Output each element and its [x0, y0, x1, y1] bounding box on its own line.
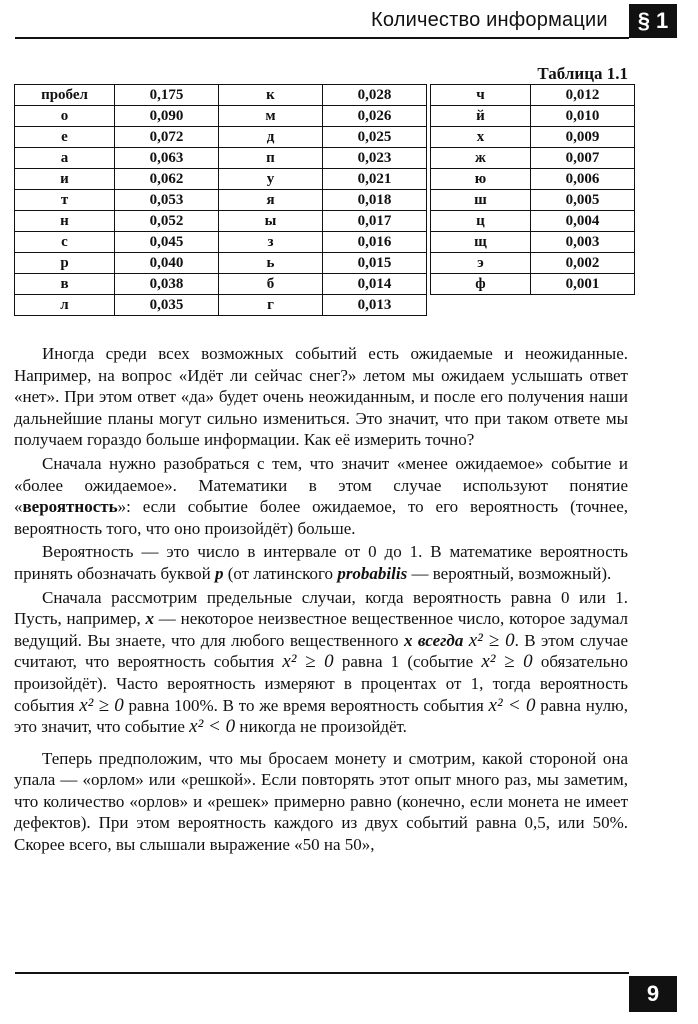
- text-run: Сначала нужно разобраться с тем, что значит «менее ожидаемое» событие и «более ожидаемое». Математики в этом случае используют понятие «: [14, 453, 628, 517]
- formula: x² < 0: [488, 694, 536, 716]
- paragraph: [14, 587, 628, 738]
- frequency-cell: 0,004: [531, 211, 635, 232]
- paragraph: [14, 541, 628, 584]
- letter-frequency-table: [14, 84, 635, 316]
- letter-cell: т: [15, 190, 115, 211]
- frequency-cell: 0,015: [323, 253, 427, 274]
- table-row: [15, 253, 635, 274]
- letter-cell: э: [431, 253, 531, 274]
- text-run: равна нулю, это значит, что событие: [14, 695, 629, 737]
- text-run: — вероятный, возможный).: [407, 563, 612, 583]
- letter-cell: л: [15, 295, 115, 316]
- table-row: [15, 148, 635, 169]
- letter-cell: м: [219, 106, 323, 127]
- table-row: [15, 85, 635, 106]
- letter-cell: п: [219, 148, 323, 169]
- frequency-cell: 0,072: [115, 127, 219, 148]
- letter-cell: б: [219, 274, 323, 295]
- formula: x² < 0: [189, 716, 236, 738]
- frequency-cell: 0,025: [323, 127, 427, 148]
- text-run: (от латинского: [223, 563, 338, 583]
- frequency-cell: 0,021: [323, 169, 427, 190]
- frequency-cell: 0,175: [115, 85, 219, 106]
- frequency-cell: 0,018: [323, 190, 427, 211]
- letter-cell: а: [15, 148, 115, 169]
- formula: x² ≥ 0: [481, 651, 533, 673]
- frequency-cell: 0,062: [115, 169, 219, 190]
- header-rule: [15, 37, 629, 39]
- frequency-cell: 0,090: [115, 106, 219, 127]
- letter-cell: ь: [219, 253, 323, 274]
- text-run: никогда не произойдёт.: [235, 717, 407, 737]
- frequency-cell: 0,016: [323, 232, 427, 253]
- table-row: [15, 106, 635, 127]
- empty-cell: [531, 295, 635, 316]
- table-row: [15, 274, 635, 295]
- frequency-cell: 0,013: [323, 295, 427, 316]
- term-probability: вероятность: [22, 497, 118, 517]
- text-run: Вероятность — это число в интервале от 0 до 1. В математике вероятность принять обозначать буквой: [14, 542, 628, 583]
- letter-cell: ф: [431, 274, 531, 295]
- frequency-cell: 0,028: [323, 85, 427, 106]
- table-row: [15, 127, 635, 148]
- letter-cell: е: [15, 127, 115, 148]
- frequency-cell: 0,053: [115, 190, 219, 211]
- letter-cell: й: [431, 106, 531, 127]
- symbol-x: x: [145, 609, 155, 629]
- letter-cell: ы: [219, 211, 323, 232]
- table-row: [15, 190, 635, 211]
- letter-cell: и: [15, 169, 115, 190]
- frequency-cell: 0,038: [115, 274, 219, 295]
- frequency-cell: 0,012: [531, 85, 635, 106]
- symbol-p: p: [214, 563, 224, 583]
- letter-cell: з: [219, 232, 323, 253]
- letter-cell: ц: [431, 211, 531, 232]
- frequency-cell: 0,017: [323, 211, 427, 232]
- text-run: »: если событие более ожидаемое, то его вероятность (точнее, вероятность того, что оно произойдёт) больше.: [14, 497, 628, 538]
- text-run: Сначала рассмотрим предельные случаи, когда вероятность равна 0 или 1. Пусть, например,: [14, 587, 628, 629]
- text-run: равна 100%. В то же время вероятность события: [123, 695, 489, 715]
- letter-cell: щ: [431, 232, 531, 253]
- x-always: x всегда: [403, 630, 464, 650]
- letter-cell: р: [15, 253, 115, 274]
- formula: x² ≥ 0: [79, 694, 124, 716]
- table-row: [15, 295, 635, 316]
- table-row: [15, 211, 635, 232]
- page-number: 9: [629, 976, 677, 1012]
- paragraph: [14, 453, 628, 539]
- paragraph: Иногда среди всех возможных событий есть ожидаемые и неожиданные. Например, на вопрос «Идёт ли сейчас снег?» летом мы ожидаем услышать ответ «нет». При этом ответ «да» будет очень неожиданным, и после его получения наши дальнейшие планы могут сильно измениться. Это значит, что при таком ответе мы получаем гораздо больше информации. Как её измерить точно?: [14, 344, 628, 450]
- formula: x² ≥ 0: [282, 651, 334, 673]
- formula: x² ≥ 0: [468, 629, 515, 651]
- frequency-cell: 0,052: [115, 211, 219, 232]
- frequency-cell: 0,001: [531, 274, 635, 295]
- paragraph: Теперь предположим, что мы бросаем монету и смотрим, какой стороной она упала — «орлом» или «решкой». Если повторять этот опыт много раз, мы заметим, что количество «орлов» и «решек» примерно равно (конечно, если монета не имеет дефектов). При этом вероятность каждого из двух событий равна 0,5, или 50%. Скорее всего, вы слышали выражение «50 на 50»,: [14, 748, 628, 855]
- frequency-cell: 0,063: [115, 148, 219, 169]
- text-run: равна 1 (событие: [333, 652, 482, 672]
- table-row: [15, 169, 635, 190]
- frequency-cell: 0,045: [115, 232, 219, 253]
- letter-cell: х: [431, 127, 531, 148]
- letter-cell: д: [219, 127, 323, 148]
- letter-cell: ш: [431, 190, 531, 211]
- frequency-cell: 0,010: [531, 106, 635, 127]
- frequency-cell: 0,026: [323, 106, 427, 127]
- letter-cell: к: [219, 85, 323, 106]
- frequency-cell: 0,002: [531, 253, 635, 274]
- frequency-cell: 0,014: [323, 274, 427, 295]
- letter-cell: г: [219, 295, 323, 316]
- empty-cell: [431, 295, 531, 316]
- table-row: [15, 232, 635, 253]
- letter-cell: у: [219, 169, 323, 190]
- letter-cell: ж: [431, 148, 531, 169]
- body-text: [14, 343, 628, 856]
- frequency-cell: 0,006: [531, 169, 635, 190]
- frequency-cell: 0,040: [115, 253, 219, 274]
- section-badge: § 1: [629, 4, 677, 38]
- letter-cell: в: [15, 274, 115, 295]
- frequency-cell: 0,003: [531, 232, 635, 253]
- letter-cell: о: [15, 106, 115, 127]
- letter-cell: ч: [431, 85, 531, 106]
- letter-cell: я: [219, 190, 323, 211]
- letter-cell: н: [15, 211, 115, 232]
- frequency-cell: 0,009: [531, 127, 635, 148]
- text-run: обязательно произойдёт). Часто вероятность измеряют в процентах от 1, тогда вероятность события: [14, 652, 628, 715]
- text-run: — некоторое неизвестное вещественное число, которое задумал ведущий. Вы знаете, что для любого вещественного: [14, 609, 628, 650]
- frequency-cell: 0,035: [115, 295, 219, 316]
- letter-cell: с: [15, 232, 115, 253]
- letter-cell: пробел: [15, 85, 115, 106]
- footer-rule: [15, 972, 629, 974]
- frequency-cell: 0,023: [323, 148, 427, 169]
- table-caption: Таблица 1.1: [537, 64, 628, 83]
- latin-word: probabilis: [337, 563, 408, 583]
- text-run: . В этом случае считают, что вероятность события: [14, 630, 629, 672]
- frequency-cell: 0,007: [531, 148, 635, 169]
- letter-cell: ю: [431, 169, 531, 190]
- running-header-title: Количество информации: [371, 9, 608, 31]
- frequency-cell: 0,005: [531, 190, 635, 211]
